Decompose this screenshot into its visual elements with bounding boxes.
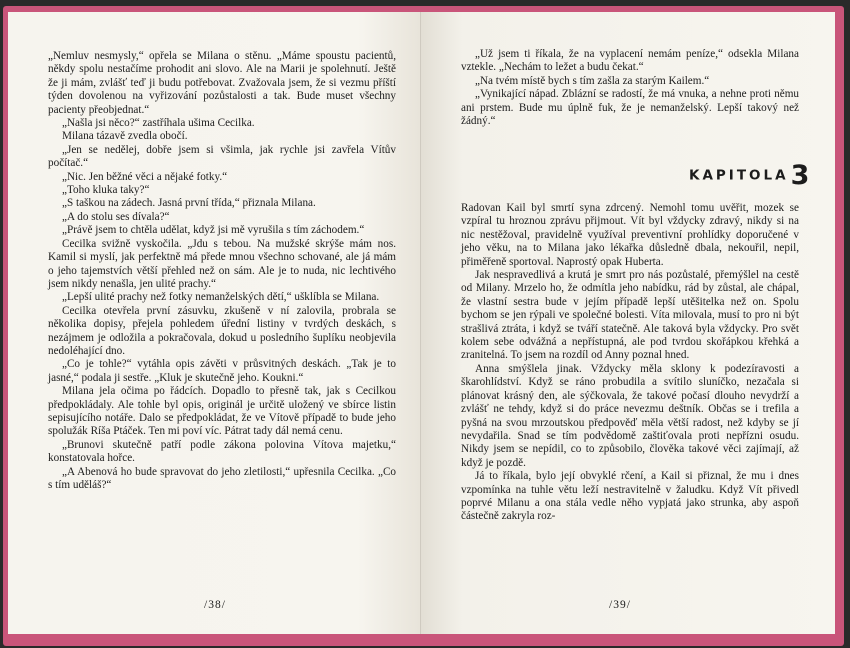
chapter-heading — [689, 160, 810, 194]
right-page-top-text — [461, 48, 799, 128]
paragraph: „Už jsem ti říkala, že na vyplacení nemám peníze,“ odsekla Milana vztekle. „Nechám to ležet a budu čekat.“ — [461, 48, 799, 74]
paragraph: „A do stolu ses dívala?“ — [62, 210, 170, 223]
paragraph: „Lepší ulité prachy než fotky nemanželských dětí,“ ušklíbla se Milana. — [62, 291, 380, 304]
paragraph: Radovan Kail byl smrtí syna zdrcený. Nemohl tomu uvěřit, mozek se vzpíral tu hroznou zprávu přijmout. Vít byl vždycky zdravý, nikdy si na nic nestěžoval, pravidelně využíval preventivní prohlídky doporučené v jeho věku, na to Milana jako lékařka důsledně dbala, nekouřil, nepil, přiměřeně sportoval. Naprostý opak Huberta. — [461, 202, 799, 268]
page-number-right: /39/ — [609, 599, 631, 611]
paragraph: „Na tvém místě bych s tím zašla za starým Kailem.“ — [475, 74, 710, 87]
left-page — [8, 12, 421, 634]
chapter-word: KAPITOLA — [689, 167, 789, 184]
paragraph: Milana tázavě zvedla obočí. — [62, 130, 188, 143]
paragraph: „Našla jsi něco?“ zastříhala ušima Cecilka. — [62, 117, 255, 130]
paragraph: Já to říkala, bylo její obvyklé rčení, a Kail si přiznal, že mu i dnes vzpomínka na tuhle větu leží nestravitelně v žaludku. Když Vít přivedl poprvé Milanu a ona stála vedle něho vypjatá jako strunka, aby aspoň částečně zakryla roz- — [461, 470, 799, 523]
paragraph: „Nic. Jen běžné věci a nějaké fotky.“ — [62, 170, 228, 183]
paragraph: Anna smýšlela jinak. Vždycky měla sklony k podezíravosti a škarohlídství. Když se ráno probudila a svítilo sluníčko, nezačala si plánovat krásný den, ale sýčkovala, že takové počasí dlouho nevydrží a zvlášť ne tehdy, když si do práce nevezmu deštník. Občas se i trefila a pyšná na svou mrzoutskou předpověď měla větší radost, než kdyby se jí nevydařila. Snad se tím podvědomě zaštiťovala proti nepřízni osudu. Nikdy jsem se nepídil, co to způsobilo, člověka takové věci zajímají, až když je pozdě. — [461, 362, 799, 469]
paragraph: „Právě jsem to chtěla udělat, když jsi mě vyrušila s tím záchodem.“ — [62, 224, 365, 237]
paragraph: „Brunovi skutečně patří podle zákona polovina Vítova majetku,“ konstatovala hořce. — [48, 438, 396, 465]
left-page-text — [48, 50, 396, 492]
paragraph: Cecilka svižně vyskočila. „Jdu s tebou. Na mužské skrýše mám nos. Kamil si myslí, jak perfektně má přede mnou všechno schované, ale já mám o jeho tajemstvích větší přehled než on sám. Ale je to nuda, nic lechtivého jsem nikdy nenašla, jen ulité prachy.“ — [48, 237, 396, 290]
paragraph: Jak nespravedlivá a krutá je smrt pro nás pozůstalé, přemýšlel na cestě od Milany. Mrzelo ho, že odmítla jeho nabídku, rád by zůstal, ale chápal, že vlastní sestra bude v jejím případě lepší utěšitelka než on. Spolu bychom se jen rýpali ve společné bolesti. Víta milovala, musí to pro ni být strašlivá ztráta, i když se tváří statečně. Ale taková byla vždycky. Pro svět kolem sebe odvážná a nepřístupná, ale pod tvrdou skořápkou křehká a zranitelná. To jsem na rozdíl od Anny poznal hned. — [461, 269, 799, 362]
paragraph: „Vynikající nápad. Zblázní se radostí, že má vnuka, a nehne proti němu ani prstem. Bude mu úplně fuk, že je nemanželský. Lepší takový než žádný.“ — [461, 88, 799, 128]
paragraph: „Nemluv nesmysly,“ opřela se Milana o stěnu. „Máme spoustu pacientů, někdy spolu nestačíme prohodit ani slovo. Ale na Marii je spolehnutí. Ještě že ji mám, zvlášť teď ji budu potřebovat. Zvažovala jsem, že si vezmu příští týden dovolenou na vyřizování pozůstalosti a tak. Bude muset všechny pacienty přeobjednat.“ — [48, 50, 396, 116]
right-page-body-text — [461, 202, 799, 524]
paragraph: Cecilka otevřela první zásuvku, zkušeně v ní zalovila, probrala se několika dopisy, přejela pohledem úřední listiny v tvrdých deskách, s nezájmem je odložila a pokračovala, dokud u posledního šuplíku neobjevila nedoléhající dno. — [48, 304, 396, 357]
paragraph: „Toho kluka taky?“ — [62, 184, 150, 197]
paragraph: „A Abenová ho bude spravovat do jeho zletilosti,“ upřesnila Cecilka. „Co s tím uděláš?“ — [48, 465, 396, 491]
right-page — [421, 12, 835, 634]
paragraph: „Jen se nedělej, dobře jsem si všimla, jak rychle jsi zavřela Vítův počítač.“ — [48, 143, 396, 170]
paragraph: „S taškou na zádech. Jasná první třída,“ přiznala Milana. — [62, 197, 316, 210]
chapter-number: 3 — [790, 160, 810, 191]
paragraph: Milana jela očima po řádcích. Dopadlo to přesně tak, jak s Cecilkou předpokládaly. Ale tohle byl opis, originál je určitě uložený ve sbírce listin sepisujícího notáře. Dalo se předpokládat, že ve Vítově případě to bude jeho spolužák Ríša Ptáček. Ten mi poví víc. Pátrat tady dál nemá cenu. — [48, 385, 396, 438]
page-number-left: /38/ — [204, 599, 226, 611]
paragraph: „Co je tohle?“ vytáhla opis závěti v průsvitných deskách. „Tak je to jasné,“ podala ji sestře. „Kluk je skutečně jeho. Koukni.“ — [48, 358, 396, 384]
